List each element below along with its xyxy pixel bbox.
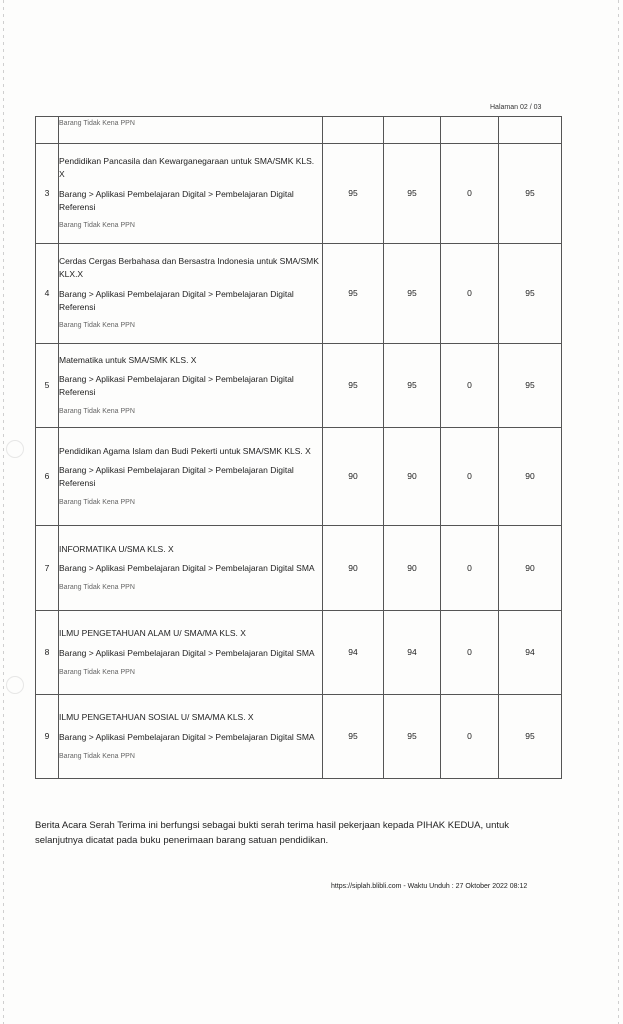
value-cell: 95 [323, 695, 384, 779]
item-title: Cerdas Cergas Berbahasa dan Bersastra Indonesia untuk SMA/SMK KLX.X [59, 256, 319, 279]
value-cell: 0 [441, 244, 499, 344]
value-cell [441, 117, 499, 144]
value-cell: 90 [323, 428, 384, 526]
value-cell: 0 [441, 144, 499, 244]
value-cell: 95 [323, 344, 384, 428]
punch-hole-mark [6, 440, 24, 458]
row-number-cell: 8 [36, 611, 59, 695]
scan-edge-right [618, 0, 619, 1024]
item-tax-note: Barang Tidak Kena PPN [59, 584, 135, 591]
item-description-cell [59, 117, 323, 144]
item-tax-note: Barang Tidak Kena PPN [59, 668, 135, 676]
value-cell: 95 [384, 244, 441, 344]
item-description-cell [59, 611, 323, 695]
item-description-cell [59, 695, 323, 779]
value-cell: 94 [499, 611, 562, 695]
row-number-cell: 5 [36, 344, 59, 428]
value-cell: 95 [323, 144, 384, 244]
row-number-cell: 7 [36, 526, 59, 611]
table-row [36, 117, 562, 144]
download-source: https://siplah.blibli.com - Waktu Unduh : 27 Oktober 2022 08:12 [331, 883, 528, 890]
value-cell: 90 [499, 428, 562, 526]
row-number-cell: 3 [36, 144, 59, 244]
page-number: Halaman 02 / 03 [490, 104, 542, 111]
value-cell: 95 [499, 144, 562, 244]
item-description-cell [59, 526, 323, 611]
value-cell: 95 [384, 144, 441, 244]
row-number-cell [36, 117, 59, 144]
row-number-cell: 9 [36, 695, 59, 779]
item-category: Barang > Aplikasi Pembelajaran Digital > Pembelajaran Digital Referensi [59, 288, 294, 312]
value-cell: 95 [384, 695, 441, 779]
item-tax-note: Barang Tidak Kena PPN [59, 120, 135, 127]
item-description-cell [59, 428, 323, 526]
value-cell: 0 [441, 695, 499, 779]
handover-statement: Berita Acara Serah Terima ini berfungsi sebagai bukti serah terima hasil pekerjaan kepada PIHAK KEDUA, untuk selanjutnya dicatat pada buku penerimaan barang satuan pendidikan. [35, 820, 510, 846]
item-title: ILMU PENGETAHUAN SOSIAL U/ SMA/MA KLS. X [59, 712, 254, 722]
table-row [36, 695, 562, 779]
value-cell [384, 117, 441, 144]
item-category: Barang > Aplikasi Pembelajaran Digital > Pembelajaran Digital SMA [59, 731, 315, 742]
value-cell: 0 [441, 611, 499, 695]
table-row [36, 611, 562, 695]
item-category: Barang > Aplikasi Pembelajaran Digital > Pembelajaran Digital SMA [59, 647, 315, 658]
value-cell: 90 [323, 526, 384, 611]
item-category: Barang > Aplikasi Pembelajaran Digital > Pembelajaran Digital Referensi [59, 188, 294, 212]
value-cell: 0 [441, 526, 499, 611]
item-title: Pendidikan Pancasila dan Kewarganegaraan untuk SMA/SMK KLS. X [59, 156, 315, 179]
value-cell: 94 [323, 611, 384, 695]
value-cell: 90 [499, 526, 562, 611]
value-cell: 95 [499, 344, 562, 428]
punch-hole-mark [6, 676, 24, 694]
items-table [35, 116, 562, 779]
table-row [36, 526, 562, 611]
item-tax-note: Barang Tidak Kena PPN [59, 322, 135, 330]
value-cell [499, 117, 562, 144]
value-cell: 95 [323, 244, 384, 344]
scan-edge-left [3, 0, 4, 1024]
item-tax-note: Barang Tidak Kena PPN [59, 407, 135, 415]
table-row [36, 244, 562, 344]
item-tax-note: Barang Tidak Kena PPN [59, 498, 135, 506]
value-cell: 0 [441, 344, 499, 428]
value-cell [323, 117, 384, 144]
value-cell: 90 [384, 526, 441, 611]
table-row [36, 144, 562, 244]
item-category: Barang > Aplikasi Pembelajaran Digital > Pembelajaran Digital Referensi [59, 465, 294, 489]
value-cell: 94 [384, 611, 441, 695]
row-number-cell: 6 [36, 428, 59, 526]
item-tax-note: Barang Tidak Kena PPN [59, 222, 135, 230]
item-description-cell [59, 344, 323, 428]
item-description-cell [59, 144, 323, 244]
table-row [36, 428, 562, 526]
value-cell: 95 [499, 244, 562, 344]
table-row [36, 344, 562, 428]
item-tax-note: Barang Tidak Kena PPN [59, 752, 135, 760]
item-description-cell [59, 244, 323, 344]
item-title: INFORMATIKA U/SMA KLS. X [59, 543, 174, 554]
item-category: Barang > Aplikasi Pembelajaran Digital > Pembelajaran Digital Referensi [59, 374, 294, 398]
value-cell: 90 [384, 428, 441, 526]
item-title: ILMU PENGETAHUAN ALAM U/ SMA/MA KLS. X [59, 628, 246, 638]
value-cell: 95 [499, 695, 562, 779]
item-title: Pendidikan Agama Islam dan Budi Pekerti untuk SMA/SMK KLS. X [59, 445, 311, 456]
value-cell: 95 [384, 344, 441, 428]
value-cell: 0 [441, 428, 499, 526]
item-category: Barang > Aplikasi Pembelajaran Digital > Pembelajaran Digital SMA [59, 563, 315, 574]
item-title: Matematika untuk SMA/SMK KLS. X [59, 354, 197, 365]
row-number-cell: 4 [36, 244, 59, 344]
